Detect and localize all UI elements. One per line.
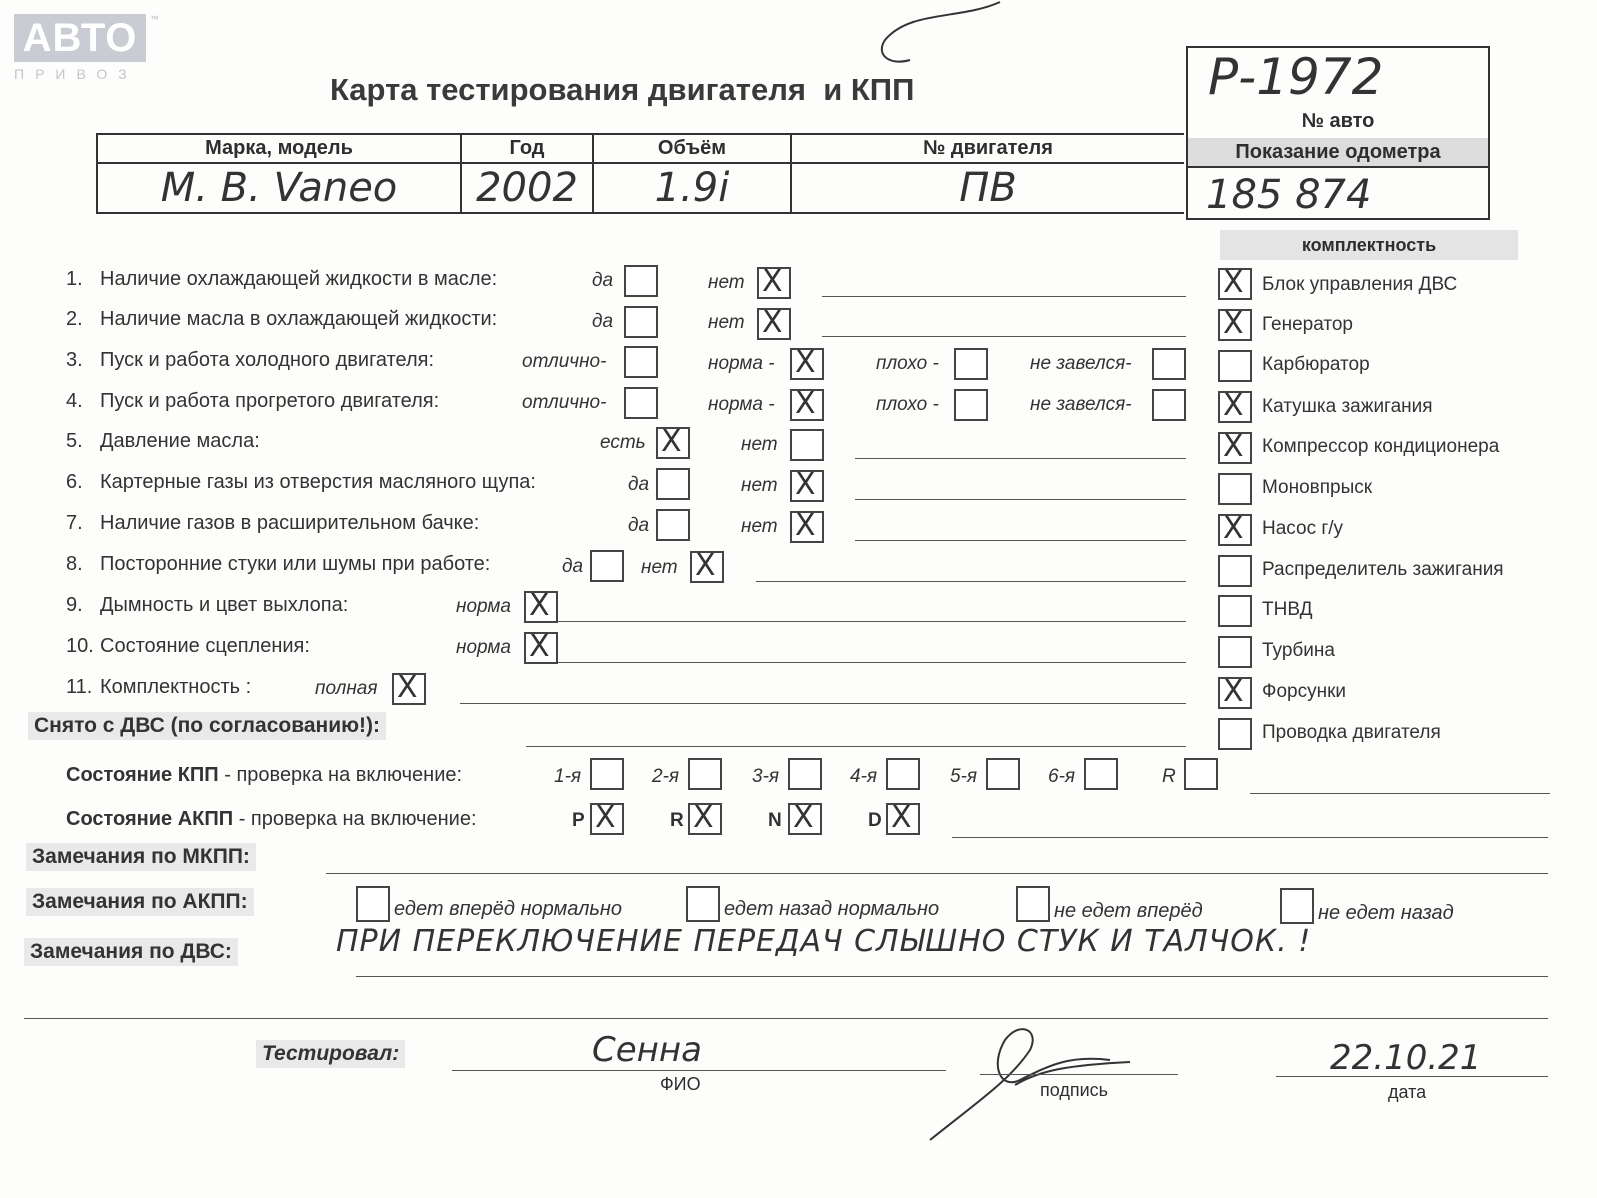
q-text: Посторонние стуки или шумы при работе:: [100, 553, 491, 575]
gear-label: 1-я: [554, 766, 582, 787]
kpp-label-bold: Состояние КПП: [66, 764, 219, 786]
answer-line: [756, 581, 1186, 582]
pen-stroke: [870, 0, 1010, 70]
logo-sub: ПРИВОЗ: [14, 66, 138, 82]
answer-line: [855, 499, 1186, 500]
q-text: Пуск и работа холодного двигателя:: [100, 349, 435, 371]
q-option: норма: [456, 637, 511, 658]
check-mark: X: [1223, 306, 1244, 341]
checkbox[interactable]: [356, 886, 390, 922]
check-mark: X: [891, 800, 912, 835]
completeness-item: Блок управления ДВС: [1262, 274, 1458, 295]
checkbox[interactable]: [624, 265, 658, 297]
check-mark: X: [695, 548, 716, 583]
checkbox[interactable]: [1084, 758, 1118, 790]
check-mark: X: [762, 305, 783, 340]
kpp-label-rest: - проверка на включение:: [218, 764, 463, 786]
checkbox[interactable]: [986, 758, 1020, 790]
completeness-item: Распределитель зажигания: [1262, 559, 1504, 580]
name-caption: ФИО: [660, 1074, 701, 1094]
checkbox[interactable]: [1218, 595, 1252, 627]
q-option: да: [592, 311, 614, 332]
q-num: 5.: [66, 430, 83, 452]
akpp-label-bold: Состояние АКПП: [66, 808, 234, 830]
q-option: да: [592, 270, 614, 291]
q-option: плохо -: [876, 394, 939, 415]
checkbox[interactable]: [1218, 350, 1252, 382]
answer-line: [952, 837, 1548, 838]
gear-label: R: [1162, 766, 1176, 787]
check-mark: X: [529, 588, 550, 623]
q-text: Картерные газы из отверстия масляного щупа:: [100, 471, 536, 493]
q-option: не завелся-: [1030, 353, 1132, 374]
q-text: Состояние сцепления:: [100, 635, 310, 657]
check-mark: X: [793, 800, 814, 835]
answer-line: [855, 458, 1186, 459]
checkbox[interactable]: [790, 429, 824, 461]
col-volume: Объём: [593, 134, 791, 163]
q-option: нет: [741, 475, 778, 496]
completeness-item: Турбина: [1262, 640, 1335, 661]
check-mark: X: [795, 508, 816, 543]
check-mark: X: [795, 345, 816, 380]
check-mark: X: [529, 629, 550, 664]
q-text: Давление масла:: [100, 430, 260, 452]
check-mark: X: [693, 800, 714, 835]
value-model: M. B. Vaneo: [97, 163, 461, 213]
gear-label: 6-я: [1048, 766, 1076, 787]
logo-tm: ™: [150, 14, 159, 24]
completeness-item: Насос г/у: [1262, 518, 1344, 539]
q-option: нет: [708, 272, 745, 293]
signature-image: [920, 1010, 1150, 1145]
gear-label: P: [572, 810, 585, 831]
date-caption: дата: [1388, 1082, 1427, 1102]
q-text: Наличие охлаждающей жидкости в масле:: [100, 268, 498, 290]
odometer-label: Показание одометра: [1188, 138, 1488, 168]
remarks-mkpp-label: Замечания по МКПП:: [26, 843, 256, 871]
completeness-item: Карбюратор: [1262, 354, 1370, 375]
q-num: 8.: [66, 553, 83, 575]
answer-line: [452, 1070, 946, 1071]
completeness-title: комплектность: [1220, 230, 1518, 260]
page-title: Карта тестирования двигателя и КПП: [330, 72, 915, 107]
answer-line: [356, 976, 1548, 977]
checkbox[interactable]: [624, 387, 658, 419]
tested-by-label: Тестировал:: [256, 1040, 405, 1068]
q-option: нет: [741, 434, 778, 455]
q-option: отлично-: [522, 351, 607, 372]
answer-line: [24, 1018, 1548, 1019]
car-number-value: Р-1972: [1208, 48, 1384, 106]
completeness-item: Компрессор кондиционера: [1262, 436, 1500, 457]
answer-line: [855, 540, 1186, 541]
answer-line: [326, 873, 1548, 874]
q-option: нет: [741, 516, 778, 537]
check-mark: X: [795, 386, 816, 421]
completeness-item: Проводка двигателя: [1262, 722, 1441, 743]
answer-line: [460, 703, 1186, 704]
akpp-remark-option: едет назад нормально: [724, 898, 940, 920]
answer-line: [558, 662, 1186, 663]
checkbox[interactable]: [1152, 348, 1186, 380]
check-mark: X: [661, 424, 682, 459]
q-num: 7.: [66, 512, 83, 534]
answer-line: [822, 296, 1186, 297]
remarks-dvs-label: Замечания по ДВС:: [24, 938, 238, 966]
checkbox[interactable]: [1280, 888, 1314, 924]
checkbox[interactable]: [1218, 718, 1252, 750]
checkbox[interactable]: [656, 509, 690, 541]
q-option: да: [562, 556, 584, 577]
remarks-dvs-value: ПРИ ПЕРЕКЛЮЧЕНИЕ ПЕРЕДАЧ СЛЫШНО СТУК И ТАЛЧОК. !: [336, 924, 1312, 959]
vehicle-table: [96, 133, 1184, 214]
q-num: 3.: [66, 349, 83, 371]
check-mark: X: [1223, 511, 1244, 546]
value-engine-number: ПВ: [791, 163, 1184, 213]
q-num: 1.: [66, 268, 83, 290]
check-mark: X: [1223, 388, 1244, 423]
q-num: 2.: [66, 308, 83, 330]
q-option: есть: [600, 432, 646, 453]
odometer-box: [1186, 138, 1490, 220]
answer-line: [822, 336, 1186, 337]
akpp-remark-option: едет вперёд нормально: [394, 898, 623, 920]
gear-label: 2-я: [652, 766, 680, 787]
checkbox[interactable]: [590, 550, 624, 582]
q-option: да: [628, 515, 650, 536]
col-model: Марка, модель: [97, 134, 461, 163]
q-option: нет: [708, 312, 745, 333]
checkbox[interactable]: [590, 758, 624, 790]
gear-label: 5-я: [950, 766, 978, 787]
checkbox[interactable]: [624, 346, 658, 378]
q-text: Комплектность :: [100, 676, 252, 698]
checkbox[interactable]: [1184, 758, 1218, 790]
checkbox[interactable]: [1218, 555, 1252, 587]
completeness-item: Моновпрыск: [1262, 477, 1373, 498]
removed-label: Снято с ДВС (по согласованию!):: [28, 712, 386, 740]
check-mark: X: [397, 670, 418, 705]
akpp-label: [66, 808, 477, 831]
check-mark: X: [1223, 265, 1244, 300]
q-option: отлично-: [522, 392, 607, 413]
test-date: 22.10.21: [1330, 1038, 1482, 1078]
gear-label: D: [868, 810, 882, 831]
checkbox[interactable]: [788, 758, 822, 790]
completeness-item: Форсунки: [1262, 681, 1346, 702]
checkbox[interactable]: [1218, 473, 1252, 505]
answer-line: [558, 621, 1186, 622]
tester-name: Сенна: [592, 1030, 702, 1070]
answer-line: [1250, 793, 1550, 794]
gear-label: R: [670, 810, 684, 831]
logo-main: АВТО: [14, 14, 146, 62]
q-option: норма: [456, 596, 511, 617]
q-text: Наличие газов в расширительном бачке:: [100, 512, 480, 534]
q-option: да: [628, 474, 650, 495]
kpp-label: [66, 764, 462, 787]
check-mark: X: [1223, 674, 1244, 709]
q-option: полная: [315, 678, 378, 699]
checkbox[interactable]: [1016, 886, 1050, 922]
checkbox[interactable]: [886, 758, 920, 790]
akpp-label-rest: - проверка на включение:: [233, 808, 477, 830]
q-num: 4.: [66, 390, 83, 412]
car-number-box: [1186, 46, 1490, 142]
checkbox[interactable]: [656, 468, 690, 500]
completeness-item: Катушка зажигания: [1262, 396, 1433, 417]
akpp-remark-option: не едет назад: [1318, 902, 1454, 924]
gear-label: N: [768, 810, 782, 831]
value-volume: 1.9i: [593, 163, 791, 213]
q-option: норма -: [708, 394, 775, 415]
remarks-akpp-label: Замечания по АКПП:: [26, 888, 254, 916]
q-num: 9.: [66, 594, 83, 616]
q-option: нет: [641, 557, 678, 578]
car-number-label: № авто: [1301, 110, 1375, 132]
check-mark: X: [1223, 429, 1244, 464]
gear-label: 4-я: [850, 766, 878, 787]
completeness-item: Генератор: [1262, 314, 1353, 335]
col-year: Год: [461, 134, 593, 163]
answer-line: [526, 746, 1186, 747]
akpp-remark-option: не едет вперёд: [1054, 900, 1203, 922]
checkbox[interactable]: [1218, 636, 1252, 668]
q-text: Дымность и цвет выхлопа:: [100, 594, 349, 616]
q-num: 10.: [66, 635, 94, 657]
q-text: Пуск и работа прогретого двигателя:: [100, 390, 440, 412]
checkbox[interactable]: [954, 389, 988, 421]
q-text: Наличие масла в охлаждающей жидкости:: [100, 308, 498, 330]
check-mark: X: [762, 264, 783, 299]
checkbox[interactable]: [954, 348, 988, 380]
completeness-item: ТНВД: [1262, 599, 1313, 620]
check-mark: X: [595, 800, 616, 835]
signature-caption: подпись: [1040, 1080, 1109, 1100]
checkbox[interactable]: [686, 886, 720, 922]
q-option: не завелся-: [1030, 394, 1132, 415]
gear-label: 3-я: [752, 766, 780, 787]
answer-line: [1276, 1076, 1548, 1077]
value-year: 2002: [461, 163, 593, 213]
q-num: 11.: [66, 676, 93, 698]
odometer-value: 185 874: [1206, 172, 1372, 218]
check-mark: X: [795, 467, 816, 502]
q-option: плохо -: [876, 353, 939, 374]
checkbox[interactable]: [688, 758, 722, 790]
answer-line: [980, 1074, 1178, 1075]
q-option: норма -: [708, 353, 775, 374]
checkbox[interactable]: [624, 306, 658, 338]
checkbox[interactable]: [1152, 389, 1186, 421]
col-engine-number: № двигателя: [791, 134, 1184, 163]
q-num: 6.: [66, 471, 83, 493]
